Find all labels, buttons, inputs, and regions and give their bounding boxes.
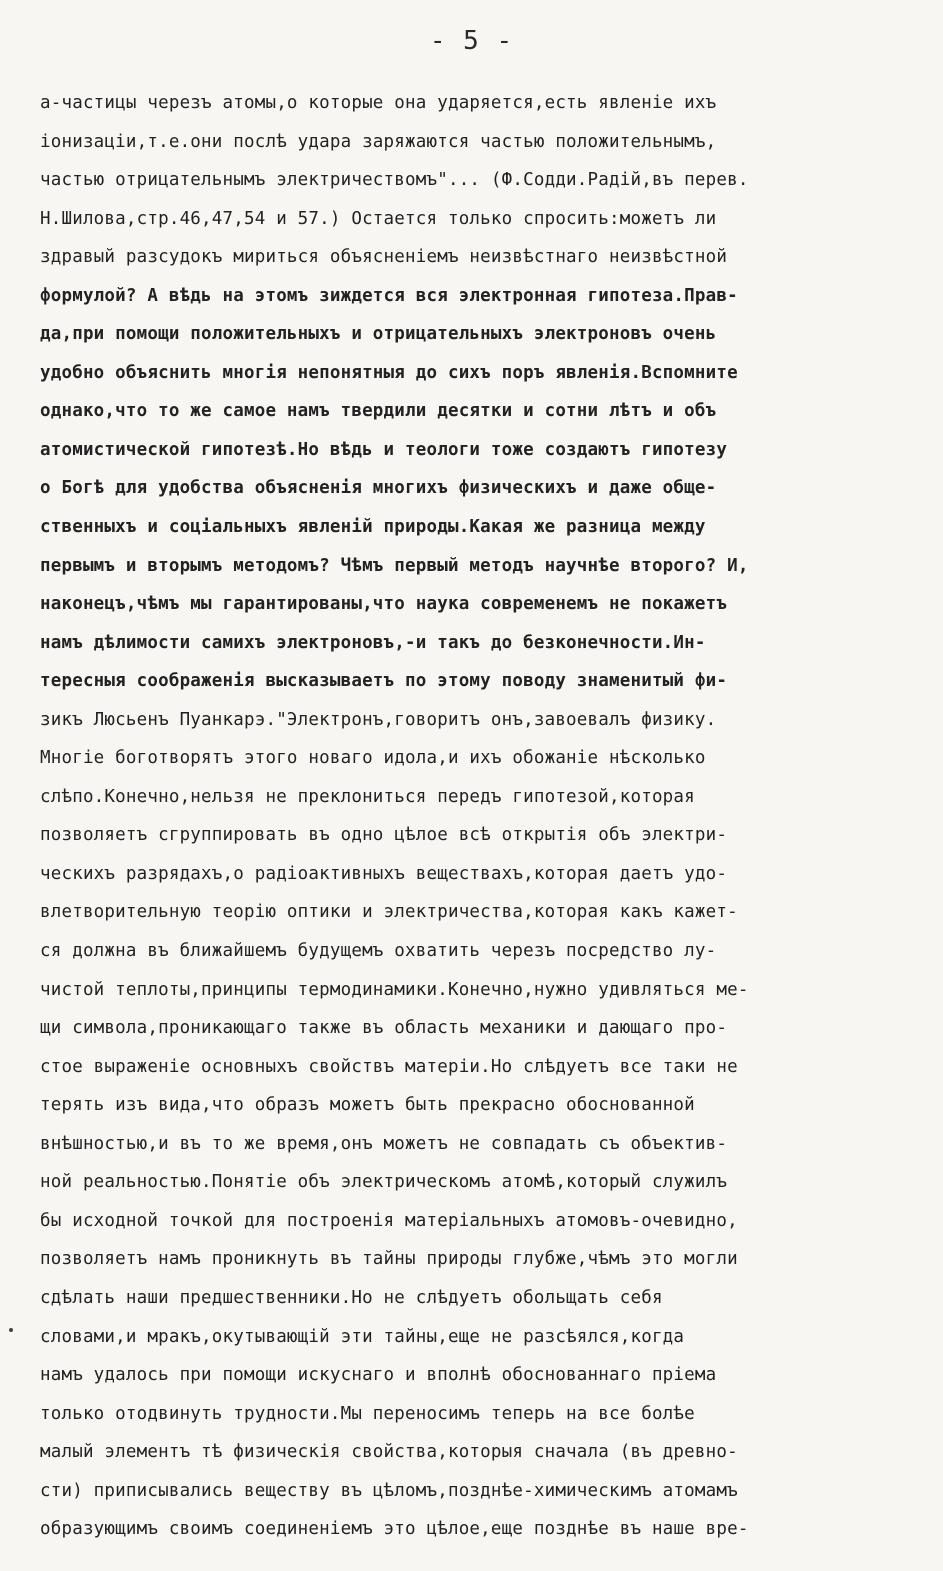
- text-line: ческихъ разрядахъ,о радіоактивныхъ веществахъ,которая даетъ удо-: [40, 863, 728, 884]
- text-line: о Богѣ для удобства объясненія многихъ физическихъ и даже обще-: [40, 478, 717, 499]
- text-line: іонизаціи,т.е.они послѣ удара заряжаются частью положительнымъ,: [40, 131, 717, 152]
- text-line: ной реальностью.Понятіе объ электрическомъ атомѣ,который служилъ: [40, 1172, 728, 1193]
- text-line: зикъ Люсьенъ Пуанкарэ."Электронъ,говоритъ онъ,завоевалъ физику.: [40, 709, 717, 730]
- text-line: позволяетъ намъ проникнуть въ тайны природы глубже,чѣмъ это могли: [40, 1249, 738, 1270]
- text-line: только отодвинуть трудности.Мы переносимъ теперь на все болѣе: [40, 1403, 695, 1424]
- text-line: образующимъ своимъ соединеніемъ это цѣлое,еще позднѣе въ наше вре-: [40, 1519, 749, 1540]
- text-line: влетворительную теорію оптики и электричества,которая какъ кажет-: [40, 902, 738, 923]
- text-line: тересныя соображенія высказываетъ по этому поводу знаменитый фи-: [40, 671, 728, 692]
- text-line: чистой теплоты,принципы термодинамики.Конечно,нужно удивляться ме-: [40, 979, 749, 1000]
- text-line: атомистической гипотезѣ.Но вѣдь и теологи тоже создаютъ гипотезу: [40, 439, 728, 460]
- text-line: здравый разсудокъ мириться объясненіемъ неизвѣстнаго неизвѣстной: [40, 247, 728, 268]
- text-line: Многіе боготворятъ этого новаго идола,и ихъ обожаніе нѣсколько: [40, 748, 706, 769]
- body-text: [40, 84, 920, 1549]
- text-line: терять изъ вида,что образъ можетъ быть прекрасно обоснованной: [40, 1095, 695, 1116]
- text-line: однако,что то же самое намъ твердили десятки и сотни лѣтъ и объ: [40, 401, 717, 422]
- text-line: сдѣлать наши предшественники.Но не слѣдуетъ обольщать себя: [40, 1287, 663, 1308]
- text-line: частью отрицательнымъ электричествомъ"... (Ф.Содди.Радій,въ перев.: [40, 170, 749, 191]
- text-line: бы исходной точкой для построенія матеріальныхъ атомовъ-очевидно,: [40, 1210, 738, 1231]
- text-line: стое выраженіе основныхъ свойствъ матеріи.Но слѣдуетъ все таки не: [40, 1056, 738, 1077]
- text-line: малый элементъ тѣ физическія свойства,которыя сначала (въ древно-: [40, 1442, 738, 1463]
- text-line: позволяетъ сгруппировать въ одно цѣлое всѣ открытія объ электри-: [40, 825, 728, 846]
- text-line: сти) приписывались веществу въ цѣломъ,позднѣе-химическимъ атомамъ: [40, 1480, 738, 1501]
- text-line: первымъ и вторымъ методомъ? Чѣмъ первый методъ научнѣе второго? И,: [40, 555, 749, 576]
- text-line: да,при помощи положительныхъ и отрицательныхъ электроновъ очень: [40, 324, 717, 345]
- text-line: удобно объяснить многія непонятныя до сихъ поръ явленія.Вспомните: [40, 362, 738, 383]
- text-line: щи символа,проникающаго также въ область механики и дающаго про-: [40, 1018, 728, 1039]
- text-line: внѣшностью,и въ то же время,онъ можетъ не совпадать съ объектив-: [40, 1133, 728, 1154]
- text-line: Н.Шилова,стр.46,47,54 и 57.) Остается только спросить:можетъ ли: [40, 208, 717, 229]
- text-line: ся должна въ ближайшемъ будущемъ охватить черезъ посредство лу-: [40, 941, 717, 962]
- text-line: словами,и мракъ,окутывающій эти тайны,еще не разсѣялся,когда: [40, 1326, 685, 1347]
- page-number: - 5 -: [429, 26, 514, 56]
- text-line: намъ удалось при помощи искуснаго и вполнѣ обоснованнаго пріема: [40, 1365, 717, 1386]
- margin-ink-dot: [9, 1328, 13, 1332]
- text-line: наконецъ,чѣмъ мы гарантированы,что наука современемъ не покажетъ: [40, 594, 728, 615]
- text-line: а-частицы черезъ атомы,о которые она ударяется,есть явленіе ихъ: [40, 93, 717, 113]
- text-line: намъ дѣлимости самихъ электроновъ,-и такъ до безконечности.Ин-: [40, 632, 706, 653]
- text-line: формулой? А вѣдь на этомъ зиждется вся электронная гипотеза.Прав-: [40, 285, 738, 306]
- text-line: слѣпо.Конечно,нельзя не преклониться передъ гипотезой,которая: [40, 786, 695, 807]
- text-line: ственныхъ и соціальныхъ явленій природы.Какая же разница между: [40, 517, 706, 538]
